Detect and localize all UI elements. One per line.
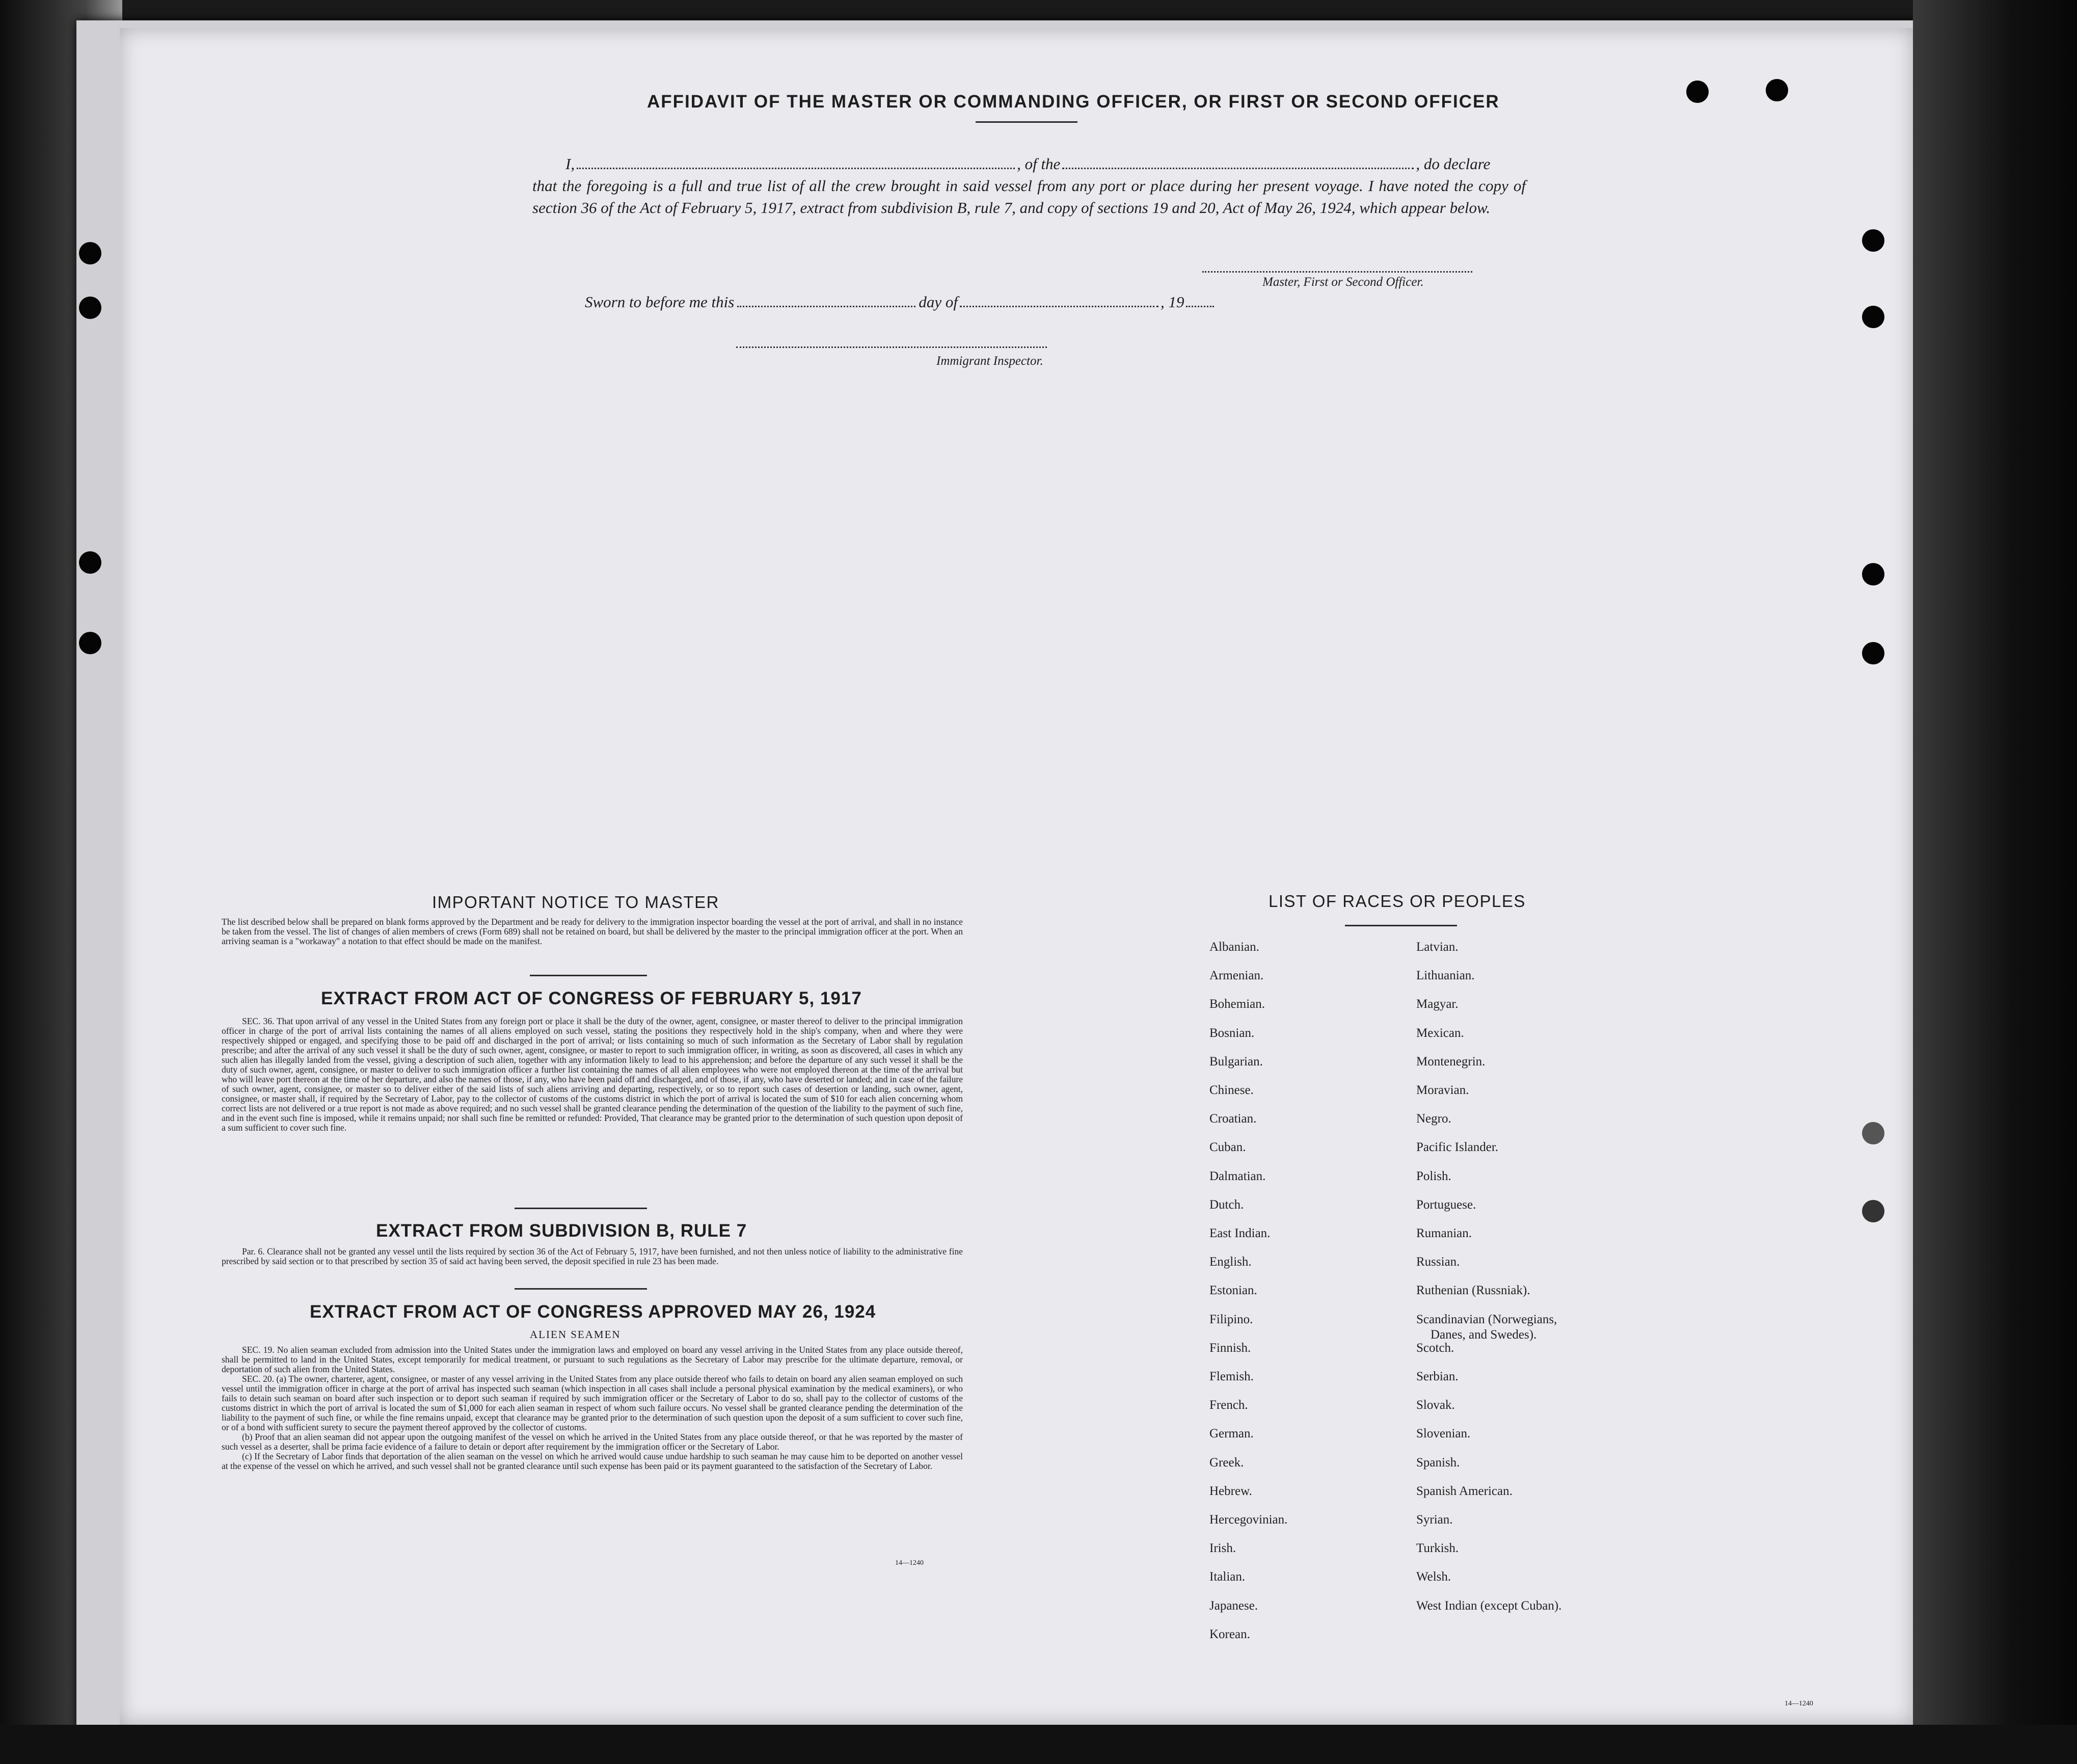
race-item: Scotch. xyxy=(1416,1341,1454,1355)
races-title: LIST OF RACES OR PEOPLES xyxy=(1269,892,1526,911)
year-text: , 19 xyxy=(1160,293,1184,311)
race-item: Scandinavian (Norwegians, xyxy=(1416,1312,1557,1326)
race-item: Finnish. xyxy=(1209,1341,1251,1355)
section-20a: SEC. 20. (a) The owner, charterer, agent, consignee, or master of any vessel arriving in the United States from any place outside thereof who fails to detain on board any alien seaman employed on such vessel until the immigration officer in charge at the port of arrival has inspected such seaman (which inspection in all cases shall include a personal physical examination by the medical examiners), or who fails to detain such seaman on board after such inspection or to deport such seaman if required by such immigration officer or the Secretary of Labor to do so, shall pay to the collector of customs of the customs district in which the port of arrival is located the sum of $1,000 for each alien seaman in respect of whom such failure occurs. No vessel shall be granted clearance pending the determination of the liability to the payment of such fine, or while the fine remains unpaid, except that clearance may be granted prior to the determination of such question upon the deposit of a sum sufficient to cover such fine, or of a bond with sufficient surety to secure the payment thereof approved by the collector of customs. xyxy=(222,1374,963,1432)
punch-hole xyxy=(1862,229,1884,252)
punch-hole xyxy=(1862,563,1884,585)
extract-1924-body xyxy=(222,1345,963,1471)
race-item: Serbian. xyxy=(1416,1370,1459,1383)
name-blank[interactable] xyxy=(577,168,1015,169)
race-item: Bosnian. xyxy=(1209,1026,1255,1040)
race-item: Danes, and Swedes). xyxy=(1431,1327,1537,1342)
punch-hole xyxy=(79,632,101,654)
race-item: Estonian. xyxy=(1209,1284,1257,1298)
race-item: Rumanian. xyxy=(1416,1226,1472,1240)
race-item: East Indian. xyxy=(1209,1226,1271,1240)
declaration-body: that the foregoing is a full and true list of all the crew brought in said vessel from any port or place during her present voyage. I have noted the copy of section 36 of the Act of February 5, 1917, extract from subdivision B, rule 7, and copy of sections 19 and 20, Act of May 26, 1924, which appear below. xyxy=(532,177,1526,217)
declaration-do-declare: , do declare xyxy=(1416,155,1491,173)
punch-hole xyxy=(1862,1200,1884,1222)
race-item: Flemish. xyxy=(1209,1370,1254,1383)
inspector-signature-line[interactable] xyxy=(736,345,1047,348)
race-item: Dutch. xyxy=(1209,1197,1244,1212)
race-item: English. xyxy=(1209,1255,1252,1269)
extract-1924-title: EXTRACT FROM ACT OF CONGRESS APPROVED MAY 26, 1924 xyxy=(310,1302,876,1322)
race-item: Spanish. xyxy=(1416,1455,1460,1469)
title-divider xyxy=(976,121,1077,123)
punch-hole xyxy=(79,242,101,264)
day-blank[interactable] xyxy=(737,306,915,307)
race-item: Spanish American. xyxy=(1416,1484,1513,1498)
punch-hole xyxy=(1862,306,1884,328)
race-item: Bohemian. xyxy=(1209,997,1265,1011)
race-item: Hercegovinian. xyxy=(1209,1513,1288,1527)
month-blank[interactable] xyxy=(960,306,1158,307)
form-number: 14—1240 xyxy=(1785,1700,1813,1707)
scan-background-right xyxy=(1913,0,2077,1764)
race-item: Japanese. xyxy=(1209,1598,1258,1613)
race-item: Magyar. xyxy=(1416,997,1459,1011)
races-divider xyxy=(1345,925,1457,926)
punch-hole xyxy=(1686,81,1709,103)
declaration-i: I, xyxy=(565,155,575,173)
race-item: Cuban. xyxy=(1209,1140,1246,1155)
race-item: Chinese. xyxy=(1209,1083,1254,1097)
punch-hole xyxy=(79,551,101,574)
race-item: Welsh. xyxy=(1416,1570,1451,1584)
affidavit-title: AFFIDAVIT OF THE MASTER OR COMMANDING OFFICER, OR FIRST OR SECOND OFFICER xyxy=(647,92,1500,112)
section-divider xyxy=(530,975,647,976)
signature-line[interactable] xyxy=(1202,270,1472,273)
year-blank[interactable] xyxy=(1186,306,1214,307)
race-item: Portuguese. xyxy=(1416,1197,1476,1212)
race-item: Mexican. xyxy=(1416,1026,1464,1040)
race-item: Greek. xyxy=(1209,1455,1244,1469)
sworn-line xyxy=(585,293,1216,311)
race-item: Syrian. xyxy=(1416,1513,1453,1527)
race-item: Montenegrin. xyxy=(1416,1054,1486,1068)
race-item: Croatian. xyxy=(1209,1112,1257,1126)
race-item: Irish. xyxy=(1209,1541,1236,1556)
extract-1917-title: EXTRACT FROM ACT OF CONGRESS OF FEBRUARY 5, 1917 xyxy=(321,988,862,1008)
extract-rule7-title: EXTRACT FROM SUBDIVISION B, RULE 7 xyxy=(376,1221,747,1241)
race-item: Russian. xyxy=(1416,1255,1460,1269)
section-divider xyxy=(515,1288,647,1290)
race-item: Moravian. xyxy=(1416,1083,1469,1097)
race-item: Negro. xyxy=(1416,1112,1451,1126)
race-item: Turkish. xyxy=(1416,1541,1459,1556)
vessel-blank[interactable] xyxy=(1062,168,1414,169)
punch-hole xyxy=(79,297,101,319)
race-item: West Indian (except Cuban). xyxy=(1416,1598,1562,1613)
signature-label: Master, First or Second Officer. xyxy=(1262,275,1424,289)
race-item: Bulgarian. xyxy=(1209,1054,1263,1068)
extract-1917-body: SEC. 36. That upon arrival of any vessel in the United States from any foreign port or place it shall be the duty of the owner, agent, consignee, or master thereof to deliver to the principal immigration officer in charge of the port of arrival lists containing the names of all aliens employed on such vessel, stating the positions they respectively hold in the ship's company, when and where they were respectively shipped or engaged, and specifying those to be paid off and discharged in the port of arrival; or lists containing so much of such information as the Secretary of Labor shall by regulation prescribe; and after the arrival of any such vessel it shall be the duty of such owner, agent, consignee, or master to report to such immigration officer, in writing, as soon as discovered, all cases in which any such alien has illegally landed from the vessel, giving a description of such alien, together with any information likely to lead to his apprehension; and before the departure of any such vessel it shall be the duty of such owner, agent, consignee, or master to deliver to such immigration officer a further list containing the names of all alien employees who were not employed thereon at the time of the arrival but who will leave port thereon at the time of her departure, and also the names of those, if any, who have been paid off and discharged, and of those, if any, who have deserted or landed; and in case of the failure of such owner, agent, consignee, or master so to deliver either of the said lists of such aliens arriving and departing, respectively, or so to report such cases of desertion or landing, such owner, agent, consignee, or master shall, if required by the Secretary of Labor, pay to the collector of customs of the customs district in which the port of arrival is located the sum of $10 for each alien concerning whom correct lists are not delivered or a true report is not made as above required; and no such vessel shall be granted clearance pending the determination of the question of the liability to the payment of such fine, and in the event such fine is imposed, while it remains unpaid; nor shall such fine be remitted or refunded: Provided, That clearance may be granted prior to the determination of such question upon deposit of a sum sufficient to cover such fine. xyxy=(222,1016,963,1133)
inspector-label: Immigrant Inspector. xyxy=(936,354,1043,368)
extract-rule7-body: Par. 6. Clearance shall not be granted any vessel until the lists required by section 36 of the Act of February 5, 1917, have been furnished, and not then unless notice of liability to the administrative fine prescribed by said section or to that prescribed by section 35 of said act having been served, the deposit specified in rule 23 has been made. xyxy=(222,1246,963,1266)
race-item: Albanian. xyxy=(1209,940,1259,954)
notice-title: IMPORTANT NOTICE TO MASTER xyxy=(432,893,720,912)
race-item: Filipino. xyxy=(1209,1312,1253,1326)
race-item: Hebrew. xyxy=(1209,1484,1252,1498)
race-item: Italian. xyxy=(1209,1570,1246,1584)
race-item: Korean. xyxy=(1209,1627,1250,1641)
punch-hole xyxy=(1766,79,1788,101)
declaration-of-the: , of the xyxy=(1017,155,1061,173)
race-item: Slovenian. xyxy=(1416,1427,1471,1441)
race-item: German. xyxy=(1209,1427,1254,1441)
punch-hole xyxy=(1862,642,1884,664)
punch-hole xyxy=(1862,1122,1884,1144)
race-item: Armenian. xyxy=(1209,969,1264,983)
notice-body: The list described below shall be prepared on blank forms approved by the Department and be ready for delivery to the immigration inspector boarding the vessel at the port of arrival, and shall in no instance be taken from the vessel. The list of changes of alien members of crews (Form 689) shall not be retained on board, but shall be delivered by the master to the principal immigration officer at the port. When an arriving seaman is a "workaway" a notation to that effect should be made on the manifest. xyxy=(222,917,963,946)
section-19: SEC. 19. No alien seaman excluded from admission into the United States under the immigration laws and employed on board any vessel arriving in the United States from any place outside thereof, shall be permitted to land in the United States, except temporarily for medical treatment, or pursuant to such regulations as the Secretary of Labor may prescribe for the ultimate departure, removal, or deportation of such alien from the United States. xyxy=(222,1345,963,1374)
sworn-text: Sworn to before me this xyxy=(585,293,735,311)
race-item: Polish. xyxy=(1416,1169,1451,1183)
section-20b: (b) Proof that an alien seaman did not appear upon the outgoing manifest of the vessel on which he arrived in the United States from any place outside thereof, or that he was reported by the master of such vessel as a deserter, shall be prima facie evidence of a failure to detain or deport after requirement by the immigration officer or the Secretary of Labor. xyxy=(222,1432,963,1452)
race-item: Slovak. xyxy=(1416,1398,1455,1412)
alien-seamen-subtitle: ALIEN SEAMEN xyxy=(530,1328,621,1341)
race-item: Pacific Islander. xyxy=(1416,1140,1499,1155)
scan-background-bottom xyxy=(0,1725,2077,1764)
section-20c: (c) If the Secretary of Labor finds that deportation of the alien seaman on the vessel on which he arrived would cause undue hardship to such seaman he may cause him to be deported on another vessel at the expense of the vessel on which he arrived, and such vessel shall not be granted clearance until such expense has been paid or its payment guaranteed to the satisfaction of the Secretary of Labor. xyxy=(222,1451,963,1471)
form-number: 14—1240 xyxy=(895,1559,924,1567)
race-item: French. xyxy=(1209,1398,1248,1412)
race-item: Ruthenian (Russniak). xyxy=(1416,1284,1530,1298)
section-divider xyxy=(515,1208,647,1209)
race-item: Dalmatian. xyxy=(1209,1169,1266,1183)
day-of-text: day of xyxy=(919,293,958,311)
race-item: Lithuanian. xyxy=(1416,969,1475,983)
affidavit-declaration xyxy=(532,153,1526,219)
race-item: Latvian. xyxy=(1416,940,1459,954)
